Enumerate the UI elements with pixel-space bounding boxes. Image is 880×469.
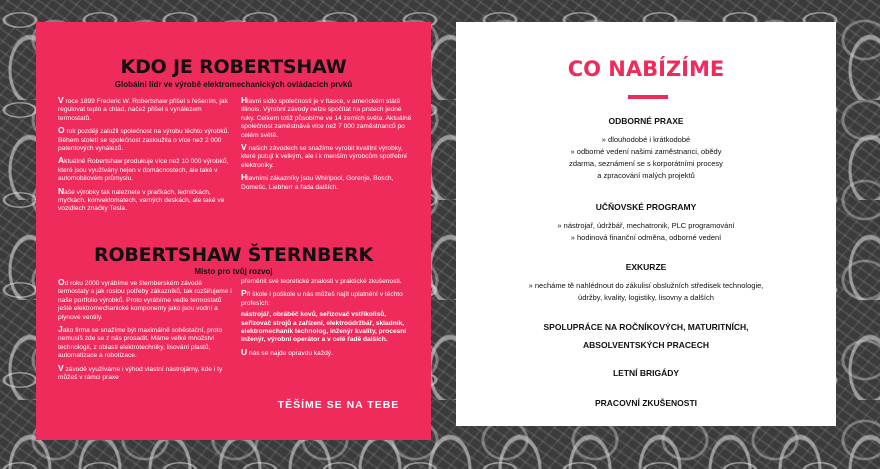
- paragraph-text: nás se najde opravdu každý.: [247, 349, 333, 357]
- drop-letter: O: [58, 277, 65, 287]
- drop-letter: P: [241, 288, 247, 299]
- sternberk-subtitle: Místo pro tvůj rozvoj: [194, 267, 273, 276]
- about-column-2: [241, 96, 413, 195]
- offer-section-title: SPOLUPRÁCE NA ROČNÍKOVÝCH, MATURITNÍCH,: [543, 322, 749, 332]
- paragraph: [241, 96, 413, 140]
- drop-letter: H: [241, 172, 248, 183]
- drop-letter: J: [58, 324, 63, 335]
- paragraph: [58, 156, 234, 183]
- tesime-tagline: TĚŠÍME SE NA TEBE: [277, 399, 400, 411]
- sternberk-column-1: [58, 278, 234, 385]
- paragraph: [241, 143, 413, 170]
- offer-item: » necháme tě nahlédnout do zákulisí obslužních středisek technologie,: [528, 281, 764, 290]
- offer-item: zdarma, seznámení se s korporátními procesy: [569, 159, 723, 168]
- offer-section: [456, 398, 836, 408]
- drop-letter: V: [241, 142, 247, 153]
- paragraph-text: lavními zákazníky jsou Whirlpool, Gorenje, Bosch, Dometic, Liebherr a řada dalších.: [241, 175, 394, 191]
- about-title: KDO JE ROBERTSHAW: [120, 56, 347, 78]
- sternberk-title: ROBERTSHAW ŠTERNBERK: [94, 244, 373, 266]
- offer-section: [456, 116, 836, 182]
- paragraph: [58, 187, 234, 214]
- paragraph-text: nástrojář, obráběč kovů, seřizovač vstřikolisů, seřizovač strojů a zařízení, elektroúdržbář, skladník, elektromechanik technolog, inženýr kvality, procesní inženýr, výrobní operátor a v celé řadě dalších.: [241, 311, 407, 344]
- paragraph-text: rok později založil společnost na výrobu těchto výrobků. Během století se společnost zasloužila o více než 2 000 patentových vynálezů.: [58, 128, 230, 153]
- paragraph: [241, 311, 413, 345]
- title-divider: [628, 95, 668, 99]
- sternberk-column-2: [241, 278, 413, 361]
- paragraph-text: d roku 2000 vyrábíme ve šternberském závodě termostaty a jak rostou potřeby zákazníků, tak rozšiřujeme i naše portfolio výrobků. Proto vyrábíme vedle termostatů ještě elektromechanické komponenty jako jsou vodní a plynové ventily.: [58, 280, 232, 321]
- offer-panel: [456, 22, 836, 426]
- offer-section-title: EXKURZE: [625, 262, 667, 272]
- paragraph: [58, 96, 234, 123]
- paragraph-text: ako firma se snažíme být maximálně soběstační, proto nemusíš zde se z nás prosadit. Máme velké množství technologií, z oblasti elektrotechniky, lisování plastů, automatizace a robotizace.: [58, 327, 223, 360]
- offer-section-title: UČŇOVSKÉ PROGRAMY: [595, 202, 697, 212]
- paragraph-text: našich závodech se snažíme vyrobit kvalitní výrobky, které putují k velkým, ale i k menším výrobcům spotřební elektroniky.: [241, 145, 408, 169]
- paragraph-text: aše výrobky tak naleznete v pračkách, ledničkách, myčkách, konvektomatech, varných deskách, ale také ve vozidlech značky Tesla.: [58, 188, 225, 213]
- offer-section: [456, 368, 836, 378]
- about-subtitle: Globální lídr ve výrobě elektromechanických ovládacích prvků: [114, 80, 353, 89]
- paragraph: [58, 364, 234, 383]
- offer-item: » nástrojař, údržbář, mechatronik, PLC programování: [557, 221, 735, 230]
- paragraph-text: ři škole i poškole u nás můžeš najít uplatnění v těchto profesích:: [241, 291, 403, 307]
- drop-letter: V: [58, 95, 64, 105]
- offer-section: [456, 202, 836, 244]
- offer-item: » hodinová finanční odměna, odborné vedení: [570, 233, 722, 242]
- offer-section-title: ABSOLVENTSKÝCH PRACECH: [583, 340, 709, 350]
- paragraph-text: roce 1899 Frederic W. Robertshaw přišel s řešením, jak regulovat teplo a chlad, načež přišel s vynálezem termostatů.: [58, 98, 228, 122]
- drop-letter: A: [58, 155, 65, 166]
- offer-section: [456, 262, 836, 304]
- offer-item: » dlouhodobé i krátkodobé: [601, 135, 691, 144]
- offer-section: [456, 322, 836, 332]
- paragraph: [241, 173, 413, 192]
- offer-section-title: ODBORNÉ PRAXE: [608, 116, 684, 126]
- paragraph-text: závodě využíváme i výhod vlastní nástrojárny, kde i ty můžeš v rámci praxe: [58, 365, 223, 382]
- paragraph: [241, 348, 413, 358]
- drop-letter: O: [58, 125, 65, 136]
- offer-section-title: LETNÍ BRIGÁDY: [612, 368, 680, 378]
- offer-item: » odborné vedení našimi zaměstnanci, obědy: [570, 147, 722, 156]
- paragraph: [241, 289, 413, 308]
- paragraph: [58, 278, 234, 322]
- paragraph-text: lavní sídlo společnosti je v Itasce, v americkém státě Illinois. Výrobní závody nelze spočítat na prstech jedné ruky. Celkem totiž působíme ve 14 zemích světa. Aktuálně společnost zaměstnává více než 7 000 zaměstnanců po celém světě.: [241, 98, 412, 139]
- offer-item: údržby, kvality, logistiky, lisovny a dalších: [578, 293, 714, 302]
- about-column-1: [58, 96, 234, 217]
- drop-letter: H: [241, 95, 248, 105]
- paragraph-text: přeměnit své teoretické znalosti v praktické zkušenosti.: [241, 278, 402, 285]
- paragraph: [58, 325, 234, 361]
- offer-item: a zpracování malých projektů: [597, 171, 695, 180]
- drop-letter: V: [58, 362, 64, 373]
- paragraph-text: ktuálně Robertshaw produkuje více než 10 000 výrobků, které jsou využívány nejen v domácnostech, ale také v automobilovém průmyslu.: [58, 158, 229, 183]
- offer-title: CO NABÍZÍME: [567, 57, 725, 81]
- drop-letter: N: [58, 185, 65, 196]
- offer-section-title: PRACOVNÍ ZKUŠENOSTI: [594, 398, 697, 408]
- about-panel: [36, 22, 431, 440]
- offer-section: [456, 340, 836, 350]
- paragraph: [58, 126, 234, 153]
- paragraph: [241, 278, 413, 286]
- drop-letter: U: [241, 346, 248, 357]
